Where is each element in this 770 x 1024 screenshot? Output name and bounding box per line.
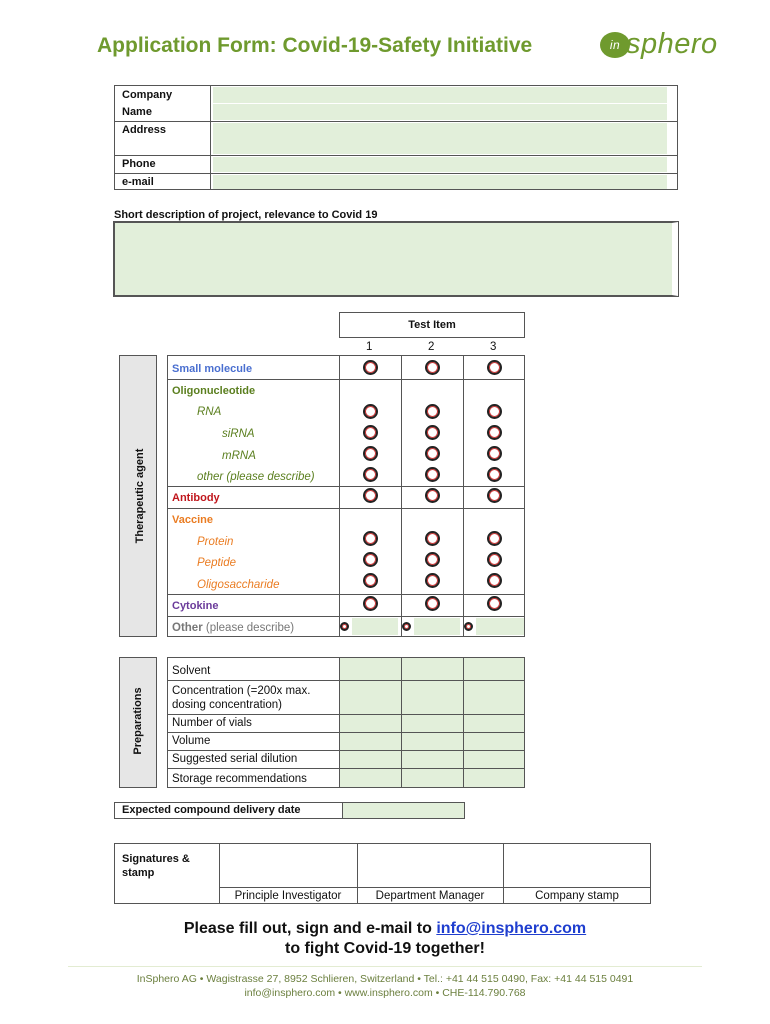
oligosaccharide-radio-1[interactable] bbox=[363, 573, 378, 588]
peptide-label: Peptide bbox=[197, 557, 237, 569]
company-field[interactable] bbox=[213, 87, 667, 103]
company-label: Company bbox=[122, 89, 173, 101]
mrna-radio-2[interactable] bbox=[425, 446, 440, 461]
company-stamp-field[interactable] bbox=[504, 844, 650, 887]
preparations-section-label: Preparations bbox=[132, 687, 144, 755]
col-3-label: 3 bbox=[490, 341, 497, 353]
sirna-radio-1[interactable] bbox=[363, 425, 378, 440]
protein-label: Protein bbox=[197, 536, 234, 548]
other-agent-label: Other (please describe) bbox=[172, 622, 295, 634]
cytokine-radio-3[interactable] bbox=[487, 596, 502, 611]
other-oligo-label: other (please describe) bbox=[197, 471, 315, 483]
other-agent-radio-3[interactable] bbox=[464, 622, 473, 631]
prep-row-dilution: Suggested serial dilution bbox=[172, 753, 298, 765]
cta-line-1: Please fill out, sign and e-mail to info@insphero.com bbox=[183, 920, 587, 937]
prep-row-vials: Number of vials bbox=[172, 717, 252, 729]
small-molecule-label: Small molecule bbox=[172, 363, 253, 375]
address-label: Address bbox=[122, 124, 167, 136]
description-label: Short description of project, relevance to Covid 19 bbox=[114, 209, 378, 221]
antibody-radio-1[interactable] bbox=[363, 488, 378, 503]
oligosaccharide-radio-2[interactable] bbox=[425, 573, 440, 588]
footer-divider bbox=[68, 966, 702, 967]
antibody-label: Antibody bbox=[172, 492, 220, 504]
protein-radio-3[interactable] bbox=[487, 531, 502, 546]
vaccine-label: Vaccine bbox=[172, 514, 213, 526]
pi-signature-field[interactable] bbox=[220, 844, 357, 887]
prep-row-concentration: Concentration (=200x max. dosing concentration) bbox=[172, 685, 311, 711]
oligonucleotide-label: Oligonucleotide bbox=[172, 385, 256, 397]
mrna-radio-3[interactable] bbox=[487, 446, 502, 461]
other-agent-field-2[interactable] bbox=[414, 618, 460, 635]
sirna-radio-2[interactable] bbox=[425, 425, 440, 440]
small-molecule-radio-2[interactable] bbox=[425, 360, 440, 375]
cta-line-2: to fight Covid-19 together! bbox=[285, 940, 485, 957]
other-oligo-radio-3[interactable] bbox=[487, 467, 502, 482]
antibody-radio-3[interactable] bbox=[487, 488, 502, 503]
signatures-label: Signatures & stamp bbox=[122, 853, 190, 879]
other-agent-field-3[interactable] bbox=[476, 618, 524, 635]
email-label: e-mail bbox=[122, 176, 154, 188]
mrna-label: mRNA bbox=[222, 450, 256, 462]
small-molecule-radio-1[interactable] bbox=[363, 360, 378, 375]
phone-label: Phone bbox=[122, 158, 156, 170]
other-oligo-radio-1[interactable] bbox=[363, 467, 378, 482]
phone-field[interactable] bbox=[213, 157, 667, 172]
cytokine-label: Cytokine bbox=[172, 600, 219, 612]
prep-row-storage: Storage recommendations bbox=[172, 773, 307, 785]
prep-row-volume: Volume bbox=[172, 735, 211, 747]
insphero-logo: in sphero bbox=[600, 28, 718, 61]
antibody-radio-2[interactable] bbox=[425, 488, 440, 503]
email-link[interactable]: info@insphero.com bbox=[436, 920, 587, 937]
peptide-radio-1[interactable] bbox=[363, 552, 378, 567]
name-field[interactable] bbox=[213, 104, 667, 120]
footer-contact: info@insphero.com • www.insphero.com • CHE-114.790.768 bbox=[244, 987, 526, 999]
sirna-label: siRNA bbox=[222, 428, 255, 440]
address-field[interactable] bbox=[213, 123, 667, 154]
col-2-label: 2 bbox=[428, 341, 435, 353]
oligosaccharide-radio-3[interactable] bbox=[487, 573, 502, 588]
cytokine-radio-2[interactable] bbox=[425, 596, 440, 611]
rna-label: RNA bbox=[197, 406, 222, 418]
oligosaccharide-label: Oligosaccharide bbox=[197, 579, 280, 591]
name-label: Name bbox=[122, 106, 152, 118]
email-field[interactable] bbox=[213, 175, 667, 189]
other-agent-radio-1[interactable] bbox=[340, 622, 349, 631]
pi-label: Principle Investigator bbox=[234, 890, 342, 902]
form-title: Application Form: Covid-19-Safety Initiative bbox=[97, 34, 533, 57]
mrna-radio-1[interactable] bbox=[363, 446, 378, 461]
rna-radio-3[interactable] bbox=[487, 404, 502, 419]
description-field[interactable] bbox=[114, 222, 678, 296]
dm-label: Department Manager bbox=[375, 890, 485, 902]
stamp-label: Company stamp bbox=[535, 890, 619, 902]
delivery-date-field[interactable] bbox=[342, 803, 464, 818]
delivery-label: Expected compound delivery date bbox=[122, 804, 301, 816]
footer-address: InSphero AG • Wagistrasse 27, 8952 Schlieren, Switzerland • Tel.: +41 44 515 0490, Fax: +41 44 515 0491 bbox=[136, 973, 634, 985]
protein-radio-1[interactable] bbox=[363, 531, 378, 546]
other-agent-field-1[interactable] bbox=[352, 618, 398, 635]
peptide-radio-3[interactable] bbox=[487, 552, 502, 567]
dm-signature-field[interactable] bbox=[358, 844, 503, 887]
cytokine-radio-1[interactable] bbox=[363, 596, 378, 611]
peptide-radio-2[interactable] bbox=[425, 552, 440, 567]
other-agent-radio-2[interactable] bbox=[402, 622, 411, 631]
rna-radio-2[interactable] bbox=[425, 404, 440, 419]
prep-row-solvent: Solvent bbox=[172, 665, 211, 677]
therapeutic-section-label: Therapeutic agent bbox=[134, 448, 146, 544]
sirna-radio-3[interactable] bbox=[487, 425, 502, 440]
protein-radio-2[interactable] bbox=[425, 531, 440, 546]
small-molecule-radio-3[interactable] bbox=[487, 360, 502, 375]
test-item-header: Test Item bbox=[339, 312, 525, 338]
rna-radio-1[interactable] bbox=[363, 404, 378, 419]
other-oligo-radio-2[interactable] bbox=[425, 467, 440, 482]
col-1-label: 1 bbox=[366, 341, 373, 353]
